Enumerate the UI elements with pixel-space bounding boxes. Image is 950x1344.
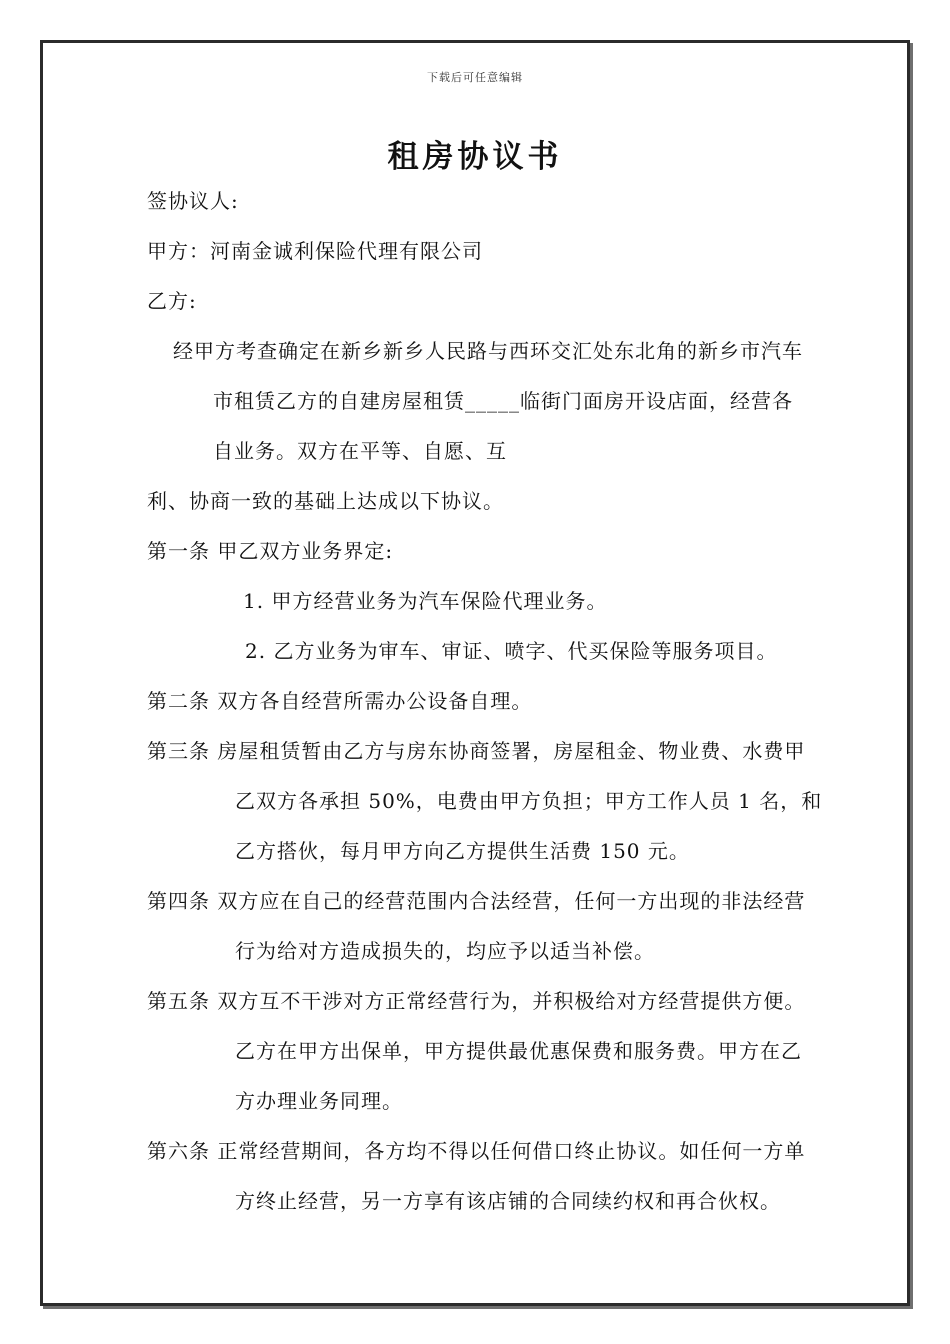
intro-line-4: 利、协商一致的基础上达成以下协议。 — [147, 489, 504, 513]
article-4-line-1: 第四条 双方应在自己的经营范围内合法经营，任何一方出现的非法经营 — [147, 889, 806, 913]
intro-line-2: 市租赁乙方的自建房屋租赁_____临街门面房开设店面，经营各 — [213, 389, 793, 413]
article-3-line-2: 乙双方各承担 50%，电费由甲方负担；甲方工作人员 1 名，和 — [235, 789, 823, 813]
article-1-item-1: 1. 甲方经营业务为汽车保险代理业务。 — [243, 589, 608, 613]
header-note: 下载后可任意编辑 — [427, 71, 523, 84]
article-5-line-1: 第五条 双方互不干涉对方正常经营行为，并积极给对方经营提供方便。 — [147, 989, 806, 1013]
article-5-line-3: 方办理业务同理。 — [235, 1089, 403, 1113]
document-title: 租房协议书 — [387, 139, 563, 175]
document-page — [40, 40, 910, 1306]
article-1-item-2: 2. 乙方业务为审车、审证、喷字、代买保险等服务项目。 — [245, 639, 778, 663]
article-4-line-2: 行为给对方造成损失的，均应予以适当补偿。 — [235, 939, 655, 963]
intro-line-1: 经甲方考查确定在新乡新乡人民路与西环交汇处东北角的新乡市汽车 — [173, 339, 803, 363]
article-6-line-1: 第六条 正常经营期间，各方均不得以任何借口终止协议。如任何一方单 — [147, 1139, 806, 1163]
article-3-line-3: 乙方搭伙，每月甲方向乙方提供生活费 150 元。 — [235, 839, 690, 863]
article-6-line-2: 方终止经营，另一方享有该店铺的合同续约权和再合伙权。 — [235, 1189, 781, 1213]
article-5-line-2: 乙方在甲方出保单，甲方提供最优惠保费和服务费。甲方在乙 — [235, 1039, 802, 1063]
article-3-line-1: 第三条 房屋租赁暂由乙方与房东协商签署，房屋租金、物业费、水费甲 — [147, 739, 806, 763]
intro-line-3: 自业务。双方在平等、自愿、互 — [213, 439, 507, 463]
article-1-heading: 第一条 甲乙双方业务界定: — [147, 539, 394, 563]
party-b-line: 乙方: — [147, 289, 197, 313]
article-2-line: 第二条 双方各自经营所需办公设备自理。 — [147, 689, 533, 713]
signers-label: 签协议人: — [147, 189, 239, 213]
party-a-line: 甲方：河南金诚利保险代理有限公司 — [147, 239, 483, 263]
